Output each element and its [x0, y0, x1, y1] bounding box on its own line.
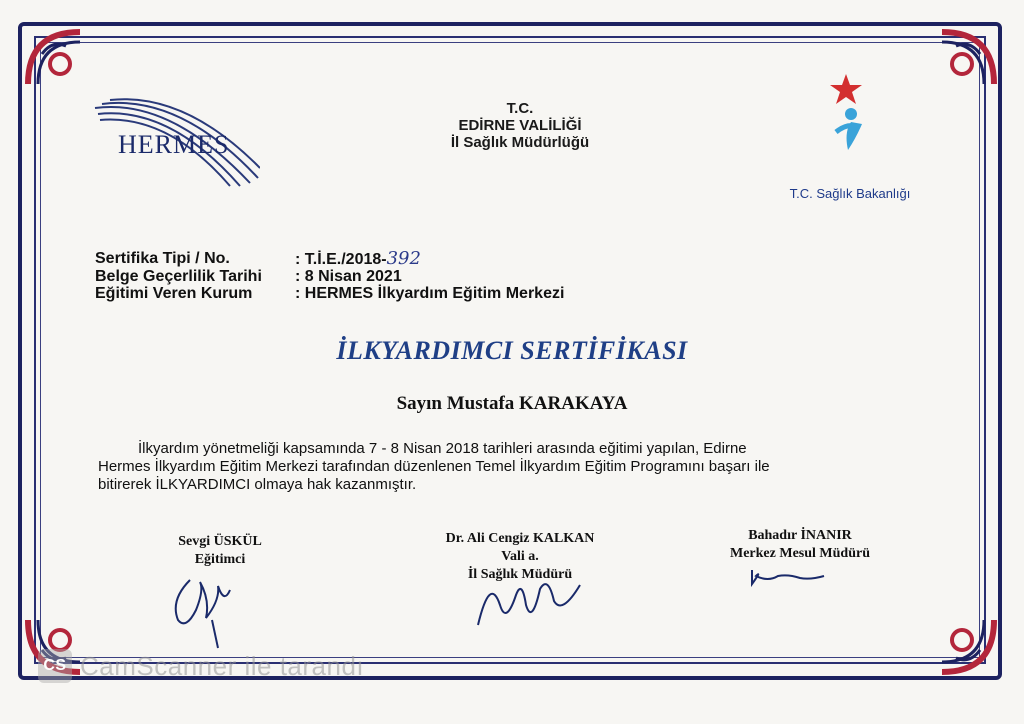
- institution-value: : HERMES İlkyardım Eğitim Merkezi: [295, 285, 565, 302]
- cert-number-handwritten: 392: [386, 248, 421, 269]
- body-line-3: bitirerek İLKYARDIMCI olmaya hak kazanmıştır.: [98, 476, 417, 493]
- header-line-1: T.C.: [506, 100, 534, 117]
- corner-ornament-top-right: [922, 24, 1002, 104]
- validity-value: : 8 Nisan 2021: [295, 268, 402, 285]
- corner-ornament-bottom-right: [922, 600, 1002, 680]
- handwritten-signature-3: [748, 566, 828, 590]
- certificate-body: [98, 440, 926, 494]
- info-row-institution: [95, 285, 564, 302]
- watermark-text: CamScanner ile tarandı: [80, 650, 365, 681]
- info-row-validity: [95, 268, 564, 285]
- header-line-2: EDİRNE VALİLİĞİ: [458, 117, 582, 134]
- certificate-title: İLKYARDIMCI SERTİFİKASI: [336, 336, 688, 365]
- signatory-role: Vali a.: [501, 549, 539, 564]
- cert-type-value: [295, 250, 421, 268]
- info-row-type: [95, 250, 564, 268]
- signatory-name: Sevgi ÜSKÜL: [178, 534, 262, 549]
- scanner-watermark: [38, 646, 364, 686]
- signatory-name: Dr. Ali Cengiz KALKAN: [445, 531, 595, 546]
- cert-type-prefix: : T.İ.E./2018-: [295, 251, 387, 268]
- cert-type-label: Sertifika Tipi / No.: [95, 250, 230, 267]
- handwritten-signature-1: [160, 560, 250, 650]
- issuer-header: [380, 100, 660, 151]
- body-line-1: İlkyardım yönetmeliği kapsamında 7 - 8 Nisan 2018 tarihleri arasında eğitimi yapılan, Edirne: [138, 440, 747, 457]
- hermes-logo-text: HERMES: [118, 130, 230, 159]
- certificate-info: [95, 250, 564, 302]
- signatory-role: Merkez Mesul Müdürü: [730, 546, 870, 561]
- signatory-role: Eğitimci: [194, 552, 246, 567]
- ministry-name: T.C. Sağlık Bakanlığı: [789, 186, 911, 201]
- validity-label: Belge Geçerlilik Tarihi: [95, 268, 262, 285]
- recipient-name: Sayın Mustafa KARAKAYA: [396, 393, 628, 414]
- signatory-center-manager: [710, 527, 890, 563]
- header-line-3: İl Sağlık Müdürlüğü: [450, 134, 590, 151]
- corner-ornament-top-left: [20, 24, 100, 104]
- signatory-name: Bahadır İNANIR: [748, 528, 852, 543]
- body-line-2: Hermes İlkyardım Eğitim Merkezi tarafından düzenlenen Temel İlkyardım Eğitim Programını başarı ile: [98, 458, 770, 475]
- health-ministry-crescent-icon: [796, 72, 896, 182]
- camscanner-icon: CS: [38, 649, 72, 683]
- institution-label: Eğitimi Veren Kurum: [95, 285, 253, 302]
- signatory-role-2: İl Sağlık Müdürü: [467, 567, 573, 582]
- handwritten-signature-2: [470, 565, 590, 635]
